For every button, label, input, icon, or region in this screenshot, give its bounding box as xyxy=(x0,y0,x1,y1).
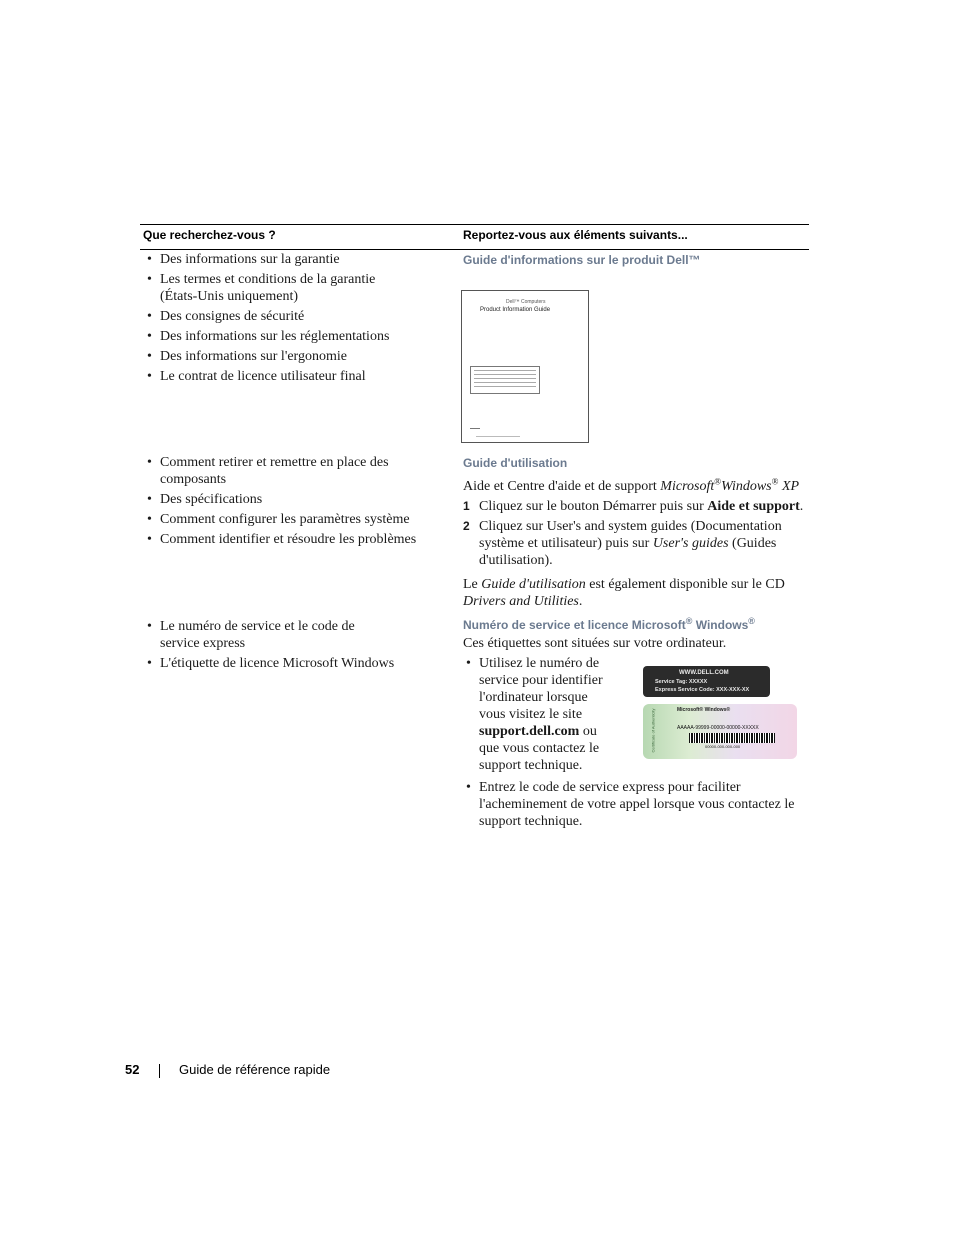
row1-topic-list xyxy=(145,251,445,388)
service-bullet-2: • Entrez le code de service express pour faciliter l'acheminement de votre appel lorsque vous contactez le support technique. xyxy=(466,780,795,829)
footer-title: Guide de référence rapide xyxy=(179,1062,331,1077)
thumbnail-brand: Dell™ Computers xyxy=(506,299,546,305)
step-1: 1 Cliquez sur le bouton Démarrer puis sur Aide et support. xyxy=(463,499,804,514)
page-number: 52 xyxy=(125,1062,140,1077)
list-item: • Comment configurer les paramètres système xyxy=(147,512,410,527)
footer-separator xyxy=(159,1064,160,1078)
certificate-of-authenticity-label xyxy=(643,704,797,759)
step-number: 2 xyxy=(463,519,470,533)
labels-location-text: Ces étiquettes sont situées sur votre ordinateur. xyxy=(463,636,727,651)
list-item: • Des informations sur la garantie xyxy=(147,252,340,267)
step-2: Cliquez sur User's and system guides (Documentation système et utilisateur) puis sur User's guides (Guides d'utilisation). xyxy=(479,519,782,568)
service-tag-url: WWW.DELL.COM xyxy=(679,670,729,676)
coa-side-text: Certificate of Authenticity xyxy=(650,708,656,753)
list-item: • Les termes et conditions de la garantie (États-Unis uniquement) xyxy=(147,272,376,304)
service-tag-line: Service Tag: XXXXX xyxy=(655,679,708,685)
thumbnail-footer-mark xyxy=(470,428,480,429)
thumbnail-title: Product Information Guide xyxy=(480,307,551,313)
list-item: • L'étiquette de licence Microsoft Windows xyxy=(147,656,395,671)
row3-topic-list xyxy=(145,618,445,675)
table-top-rule xyxy=(140,224,809,225)
coa-product-key: AAAAA-99999-00000-00000-XXXXX xyxy=(677,725,759,731)
barcode-icon xyxy=(689,733,775,743)
user-guide-title: Guide d'utilisation xyxy=(463,456,568,470)
row2-topic-list xyxy=(145,454,445,551)
list-item: • Comment identifier et résoudre les problèmes xyxy=(147,532,417,547)
list-item: • Des informations sur l'ergonomie xyxy=(147,349,347,364)
table-header-rule xyxy=(140,249,809,250)
list-item: • Le numéro de service et le code de service express xyxy=(147,619,355,651)
service-tag-label xyxy=(643,666,770,697)
list-item: • Le contrat de licence utilisateur final xyxy=(147,369,366,384)
service-license-title: Numéro de service et licence Microsoft® Windows® xyxy=(463,616,755,632)
list-item: • Des consignes de sécurité xyxy=(147,309,305,324)
product-guide-title: Guide d'informations sur le produit Dell™ xyxy=(463,253,701,267)
step-number: 1 xyxy=(463,499,470,513)
column-header-right: Reportez-vous aux éléments suivants... xyxy=(463,228,688,242)
product-information-guide-thumbnail xyxy=(461,290,589,443)
help-center-intro: Aide et Centre d'aide et de support Microsoft®Windows® XP xyxy=(463,476,800,494)
list-item: • Des spécifications xyxy=(147,492,263,507)
coa-code: 00000-000-000-000 xyxy=(705,744,741,749)
cd-availability-note: Le Guide d'utilisation est également disponible sur le CD Drivers and Utilities. xyxy=(463,577,785,609)
column-header-left: Que recherchez-vous ? xyxy=(143,228,276,242)
express-code-line: Express Service Code: XXX-XXX-XX xyxy=(655,687,750,693)
list-item: • Des informations sur les réglementations xyxy=(147,329,390,344)
service-bullet-1: • Utilisez le numéro de service pour identifier l'ordinateur lorsque vous visitez le site support.dell.com ou que vous contactez le support technique. xyxy=(466,656,603,773)
thumbnail-footer-line xyxy=(476,436,520,437)
thumbnail-warning-box xyxy=(470,366,540,394)
list-item: • Comment retirer et remettre en place des composants xyxy=(147,455,389,487)
coa-title: Microsoft® Windows® xyxy=(677,707,731,713)
